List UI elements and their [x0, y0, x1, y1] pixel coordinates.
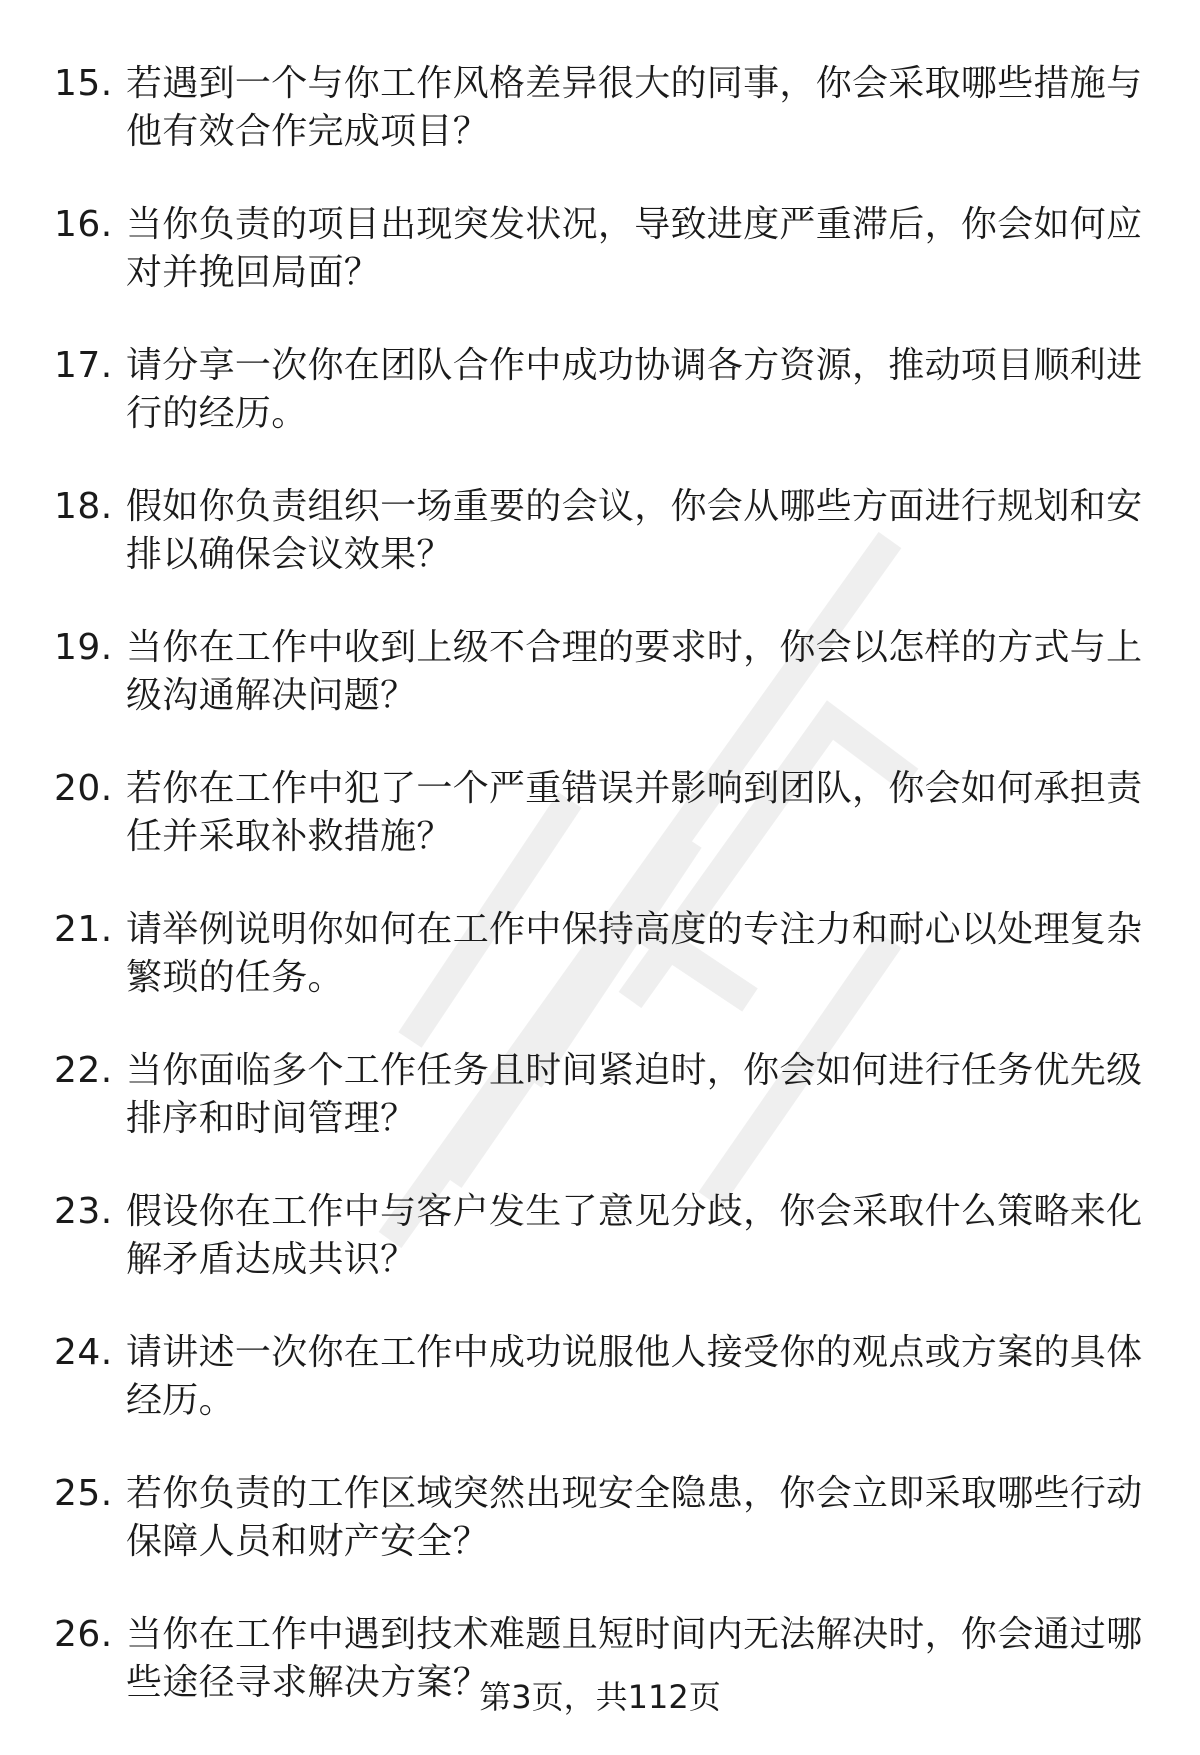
question-item	[0, 1468, 1200, 1609]
question-item	[0, 1327, 1200, 1468]
question-number: 22.	[54, 1050, 113, 1091]
question-text: 请讲述一次你在工作中成功说服他人接受你的观点或方案的具体经历。	[126, 1332, 1143, 1421]
question-item	[0, 763, 1200, 904]
question-item	[0, 622, 1200, 763]
question-number: 18.	[54, 486, 113, 527]
question-item	[0, 199, 1200, 340]
question-number: 23.	[54, 1191, 113, 1232]
question-text: 若你在工作中犯了一个严重错误并影响到团队，你会如何承担责任并采取补救措施？	[126, 768, 1143, 857]
question-item	[0, 481, 1200, 622]
question-number: 26.	[54, 1614, 113, 1655]
question-text: 请分享一次你在团队合作中成功协调各方资源，推动项目顺利进行的经历。	[126, 345, 1143, 434]
question-text: 若你负责的工作区域突然出现安全隐患，你会立即采取哪些行动保障人员和财产安全？	[126, 1473, 1143, 1562]
question-item	[0, 340, 1200, 481]
question-number: 20.	[54, 768, 113, 809]
question-item	[0, 904, 1200, 1045]
question-text: 若遇到一个与你工作风格差异很大的同事，你会采取哪些措施与他有效合作完成项目？	[126, 63, 1143, 152]
question-item	[0, 1186, 1200, 1327]
question-item	[0, 58, 1200, 199]
question-item	[0, 1045, 1200, 1186]
page-number-label: 第3页，共112页	[479, 1678, 721, 1716]
question-number: 21.	[54, 909, 113, 950]
question-text: 假设你在工作中与客户发生了意见分歧，你会采取什么策略来化解矛盾达成共识？	[126, 1191, 1143, 1280]
question-list	[0, 58, 1200, 1750]
question-text: 当你在工作中遇到技术难题且短时间内无法解决时，你会通过哪些途径寻求解决方案？	[126, 1614, 1143, 1703]
question-text: 假如你负责组织一场重要的会议，你会从哪些方面进行规划和安排以确保会议效果？	[126, 486, 1143, 575]
question-number: 19.	[54, 627, 113, 668]
question-number: 16.	[54, 204, 113, 245]
question-number: 24.	[54, 1332, 113, 1373]
question-text: 当你面临多个工作任务且时间紧迫时，你会如何进行任务优先级排序和时间管理？	[126, 1050, 1143, 1139]
question-number: 25.	[54, 1473, 113, 1514]
question-text: 当你负责的项目出现突发状况，导致进度严重滞后，你会如何应对并挽回局面？	[126, 204, 1143, 293]
page-footer	[0, 1675, 1200, 1719]
question-number: 15.	[54, 63, 113, 104]
question-text: 请举例说明你如何在工作中保持高度的专注力和耐心以处理复杂繁琐的任务。	[126, 909, 1143, 998]
question-text: 当你在工作中收到上级不合理的要求时，你会以怎样的方式与上级沟通解决问题？	[126, 627, 1143, 716]
question-number: 17.	[54, 345, 113, 386]
